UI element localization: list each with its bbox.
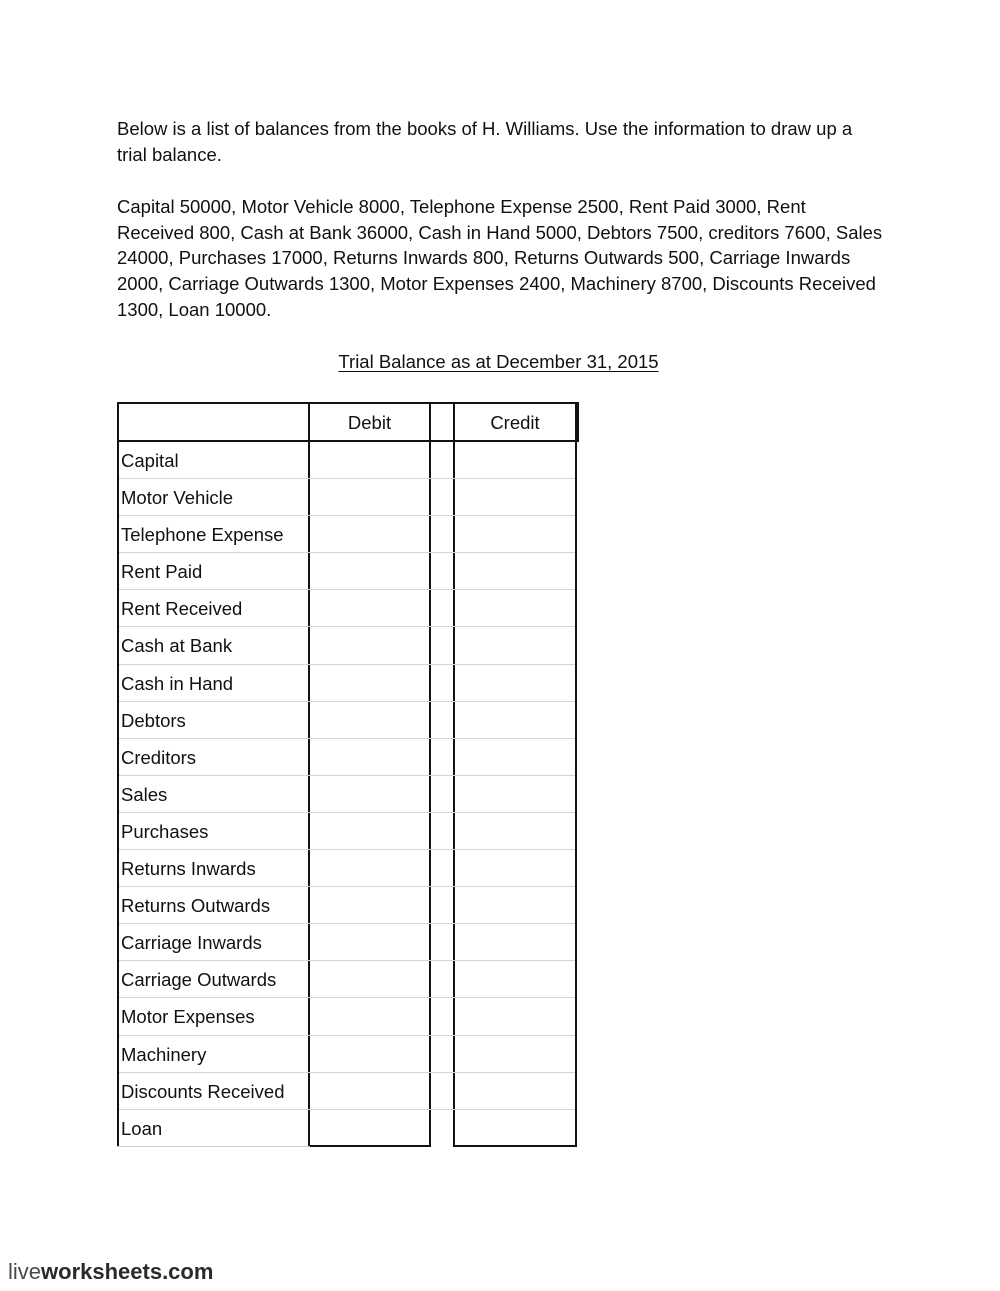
account-name: Sales	[121, 783, 168, 805]
table-row	[117, 776, 579, 813]
account-name: Debtors	[121, 709, 186, 731]
table-row	[117, 850, 579, 887]
account-name: Cash in Hand	[121, 672, 234, 694]
account-name: Loan	[121, 1117, 163, 1139]
debit-cell[interactable]	[312, 629, 427, 661]
debit-cell[interactable]	[312, 889, 427, 921]
credit-cell[interactable]	[457, 444, 573, 476]
credit-header: Credit	[490, 412, 540, 433]
credit-cell[interactable]	[457, 815, 573, 847]
debit-cell[interactable]	[312, 592, 427, 624]
debit-cell[interactable]	[312, 1075, 427, 1107]
account-name: Capital	[121, 450, 179, 471]
account-name: Motor Vehicle	[121, 487, 234, 509]
table-row	[117, 442, 579, 479]
credit-cell[interactable]	[457, 1038, 573, 1070]
account-name: Motor Expenses	[121, 1006, 255, 1028]
account-name: Carriage Inwards	[121, 932, 262, 954]
credit-cell[interactable]	[457, 704, 573, 736]
table-row	[117, 739, 579, 776]
debit-cell[interactable]	[312, 667, 427, 699]
credit-cell[interactable]	[457, 629, 573, 661]
account-name: Discounts Received	[121, 1080, 285, 1102]
account-name: Carriage Outwards	[121, 969, 277, 991]
credit-cell[interactable]	[457, 1075, 573, 1107]
credit-cell[interactable]	[457, 963, 573, 995]
debit-cell[interactable]	[312, 1038, 427, 1070]
credit-cell[interactable]	[457, 555, 573, 587]
credit-cell[interactable]	[457, 778, 573, 810]
debit-header: Debit	[347, 412, 392, 433]
account-name: Rent Paid	[121, 561, 203, 583]
account-name: Purchases	[121, 820, 209, 842]
debit-cell[interactable]	[312, 926, 427, 958]
debit-cell[interactable]	[312, 1112, 427, 1144]
table-row	[117, 553, 579, 590]
table-row	[117, 702, 579, 739]
debit-cell[interactable]	[312, 963, 427, 995]
account-name: Telephone Expense	[121, 524, 284, 546]
balances-list-text: Capital 50000, Motor Vehicle 8000, Telephone Expense 2500, Rent Paid 3000, Rent Received 800, Cash at Bank 36000, Cash in Hand 5000, Debtors 7500, creditors 7600, Sales 24000, Purchases 17000, Returns Inwards 800, Returns Outwards 500, Carriage Inwards 2000, Carriage Outwards 1300, Motor Expenses 2400, Machinery 8700, Discounts Received 1300, Loan 10000.	[117, 196, 883, 320]
table-row	[117, 1073, 579, 1110]
credit-cell[interactable]	[457, 741, 573, 773]
logo-text-light: live	[8, 1259, 42, 1284]
debit-cell[interactable]	[312, 778, 427, 810]
account-name: Creditors	[121, 746, 197, 768]
credit-cell[interactable]	[457, 926, 573, 958]
trial-balance-title: Trial Balance as at December 31, 2015	[338, 351, 659, 372]
logo-text-bold: worksheets.com	[41, 1259, 214, 1284]
credit-cell[interactable]	[457, 889, 573, 921]
table-row	[117, 1036, 579, 1073]
credit-cell[interactable]	[457, 1112, 573, 1144]
credit-cell[interactable]	[457, 592, 573, 624]
debit-cell[interactable]	[312, 704, 427, 736]
account-name: Machinery	[121, 1043, 207, 1065]
liveworksheets-logo[interactable]	[8, 1259, 213, 1285]
debit-cell[interactable]	[312, 481, 427, 513]
table-row	[117, 665, 579, 702]
instructions-text: Below is a list of balances from the books of H. Williams. Use the information to draw up a trial balance.	[117, 118, 853, 165]
table-row	[117, 479, 579, 516]
table-row	[117, 998, 579, 1035]
credit-cell[interactable]	[457, 667, 573, 699]
table-row	[117, 1110, 579, 1147]
account-name: Cash at Bank	[121, 635, 233, 657]
credit-cell[interactable]	[457, 1000, 573, 1032]
debit-cell[interactable]	[312, 555, 427, 587]
debit-cell[interactable]	[312, 1000, 427, 1032]
credit-cell[interactable]	[457, 481, 573, 513]
account-name: Returns Outwards	[121, 895, 271, 917]
table-body	[117, 442, 579, 1147]
table-row	[117, 813, 579, 850]
account-name: Rent Received	[121, 598, 243, 620]
credit-cell[interactable]	[457, 852, 573, 884]
debit-cell[interactable]	[312, 444, 427, 476]
debit-cell[interactable]	[312, 852, 427, 884]
credit-cell[interactable]	[457, 518, 573, 550]
debit-cell[interactable]	[312, 815, 427, 847]
debit-cell[interactable]	[312, 518, 427, 550]
trial-balance-table	[117, 402, 579, 1147]
table-row	[117, 924, 579, 961]
account-name: Returns Inwards	[121, 858, 256, 880]
debit-cell[interactable]	[312, 741, 427, 773]
row-divider	[117, 1146, 310, 1147]
table-row	[117, 627, 579, 664]
table-row	[117, 516, 579, 553]
table-row	[117, 887, 579, 924]
table-row	[117, 590, 579, 627]
table-row	[117, 961, 579, 998]
